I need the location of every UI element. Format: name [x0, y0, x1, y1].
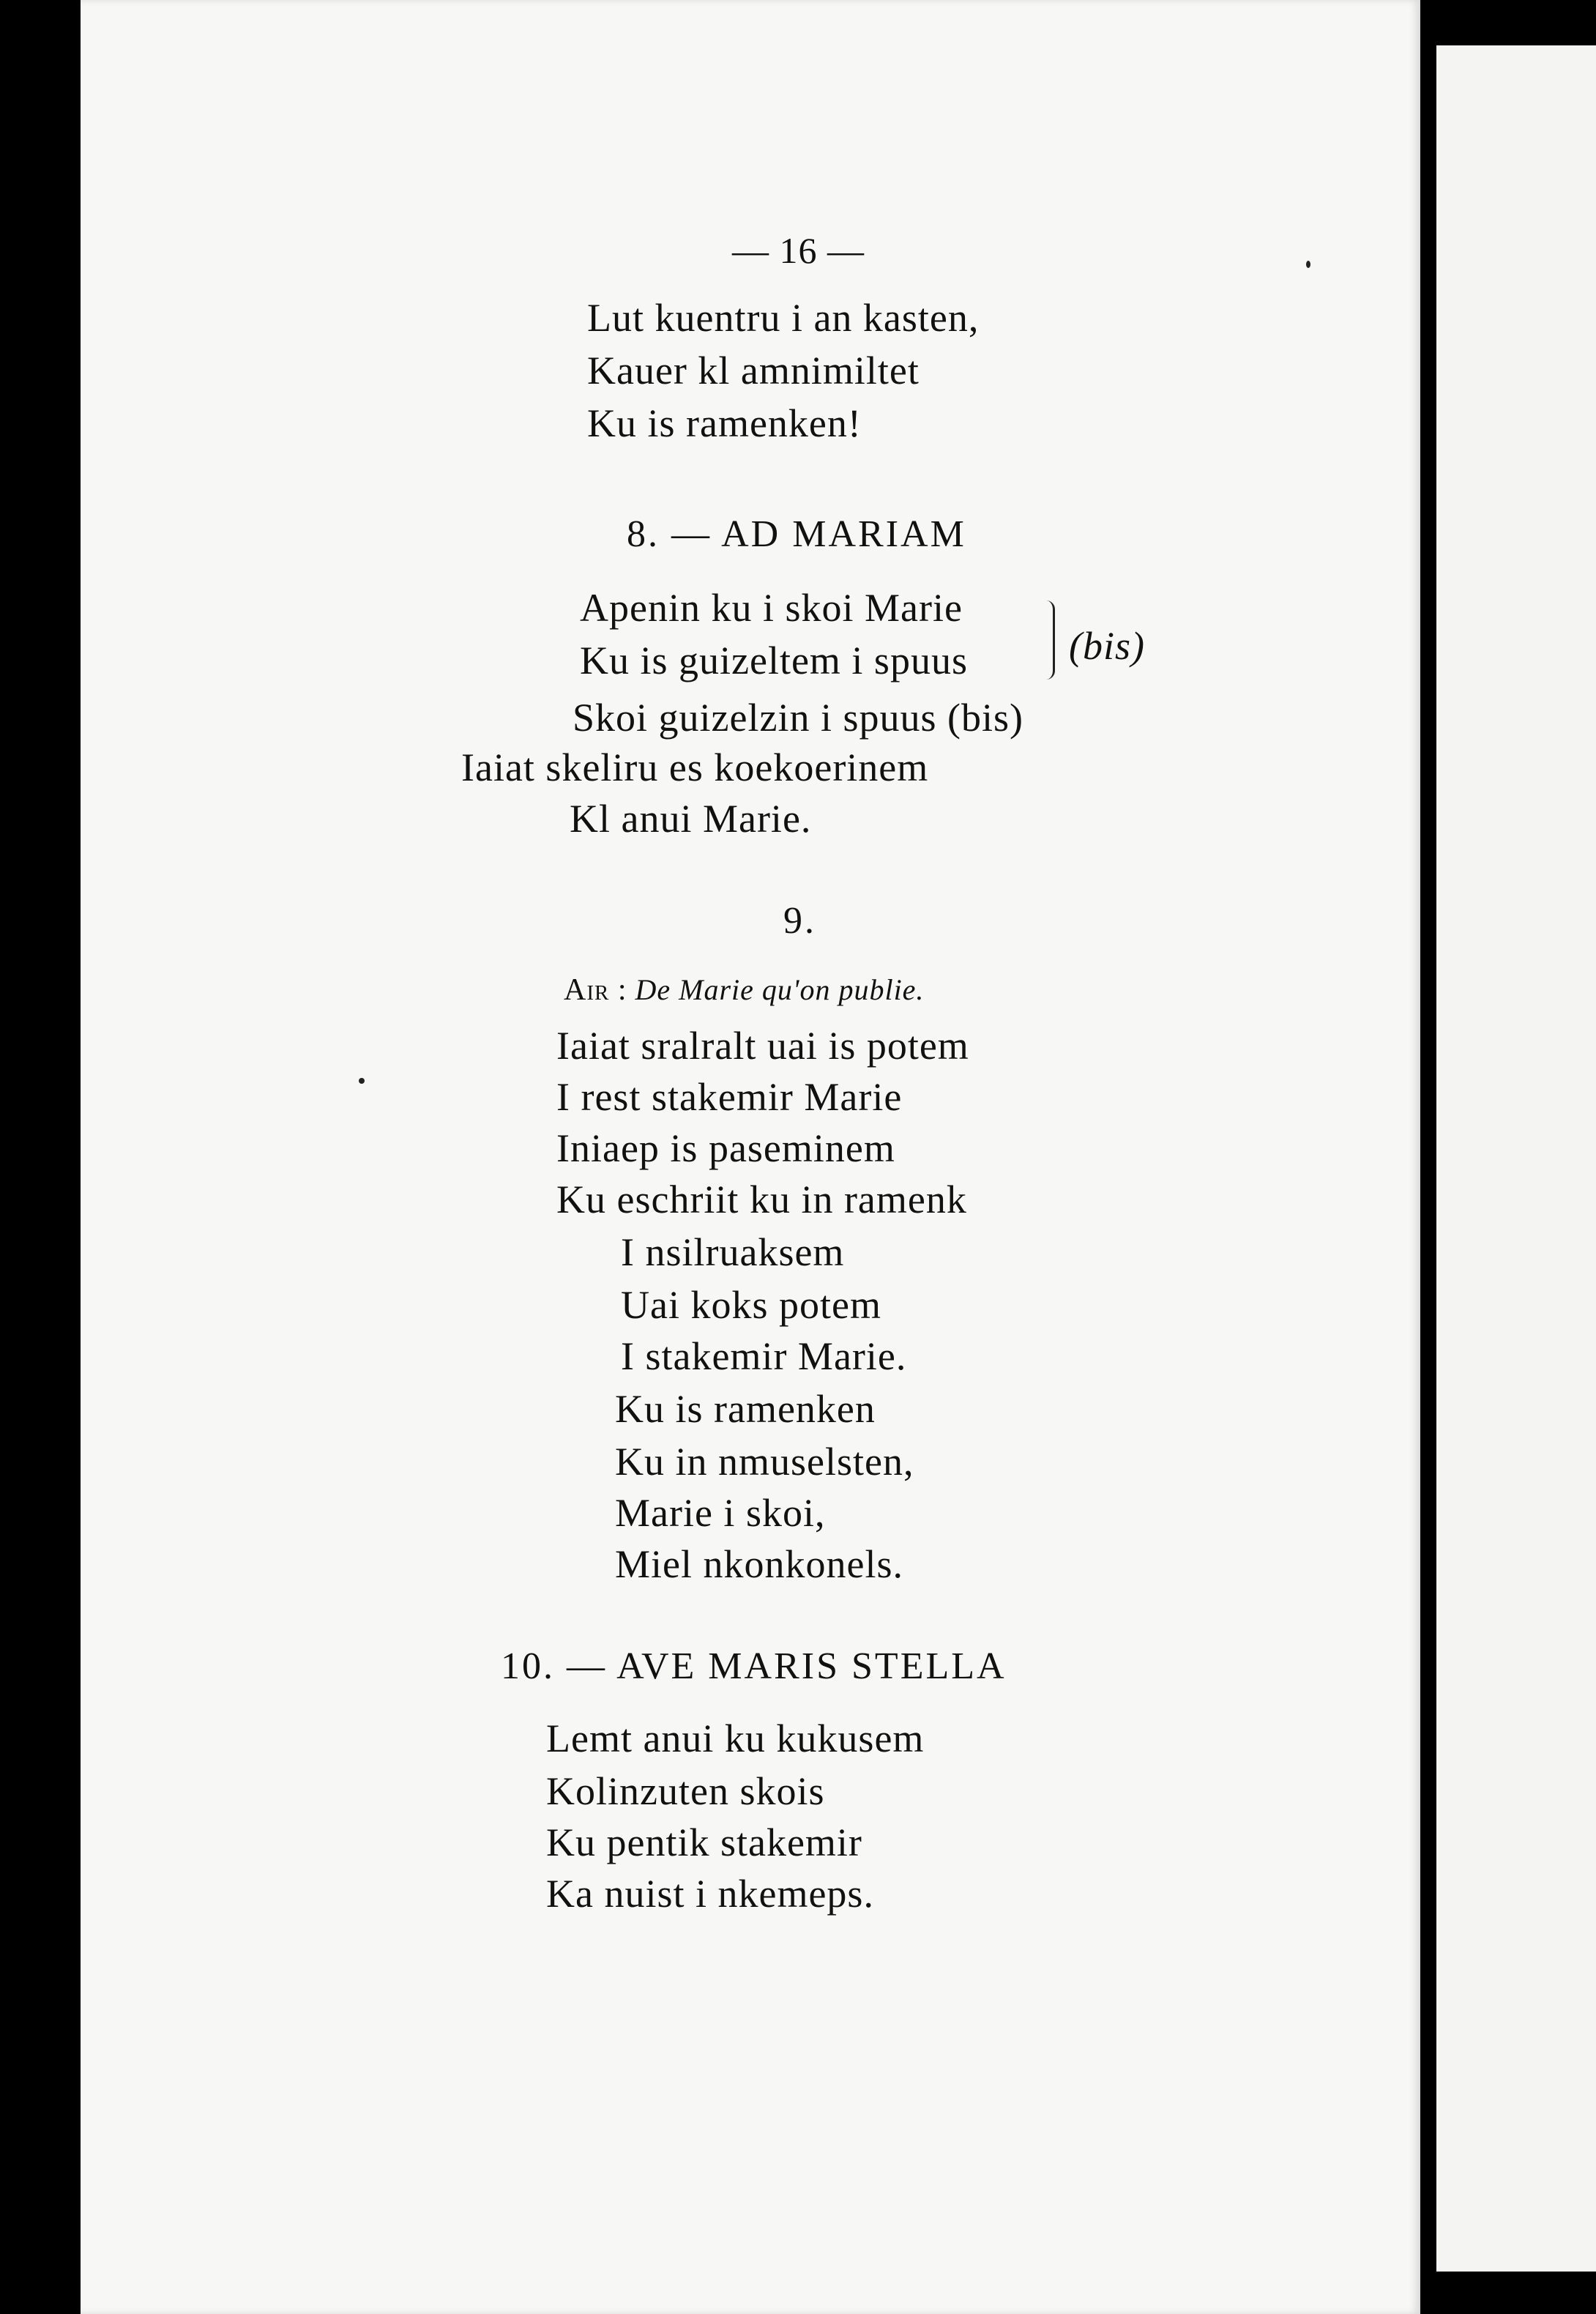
hymn-heading: 9.	[783, 900, 816, 942]
facing-page-edge	[1436, 45, 1596, 2272]
verse-line: Ku is ramenken	[615, 1387, 876, 1431]
verse-line: Lut kuentru i an kasten,	[587, 296, 980, 340]
verse-line: Kolinzuten skois	[546, 1769, 825, 1813]
verse-line: Apenin ku i skoi Marie	[580, 586, 963, 630]
verse-line: Uai koks potem	[621, 1283, 881, 1327]
ink-speck	[359, 1078, 365, 1084]
repeat-note: (bis)	[1069, 624, 1145, 668]
verse-line: Iaiat sralralt uai is potem	[556, 1024, 969, 1068]
hymn-heading: 10. — AVE MARIS STELLA	[501, 1645, 1007, 1687]
verse-line: Ku in nmuselsten,	[615, 1440, 914, 1484]
page-gutter	[1420, 0, 1436, 2314]
verse-line: Ka nuist i nkemeps.	[546, 1872, 874, 1916]
page-number: — 16 —	[732, 230, 865, 271]
verse-line: Kl anui Marie.	[570, 797, 812, 841]
verse-line: I stakemir Marie.	[621, 1334, 907, 1378]
verse-line: I rest stakemir Marie	[556, 1075, 903, 1119]
verse-line: Lemt anui ku kukusem	[546, 1716, 925, 1760]
air-title: De Marie qu'on publie.	[635, 973, 925, 1006]
verse-line: Ku eschriit ku in ramenk	[556, 1178, 967, 1221]
verse-line: Skoi guizelzin i spuus (bis)	[573, 696, 1023, 740]
air-label: Air :	[564, 973, 627, 1007]
verse-line: Ku is guizeltem i spuus	[580, 639, 968, 682]
hymn-heading: 8. — AD MARIAM	[627, 513, 966, 555]
verse-line: Iniaep is paseminem	[556, 1126, 895, 1170]
verse-line: Kauer kl amnimiltet	[587, 349, 920, 393]
ink-speck	[1306, 261, 1310, 268]
bracket	[1045, 600, 1055, 680]
air-line	[564, 964, 924, 1016]
verse-line: Miel nkonkonels.	[615, 1542, 903, 1586]
verse-line: Ku pentik stakemir	[546, 1820, 862, 1864]
verse-line: Iaiat skeliru es koekoerinem	[461, 745, 929, 789]
verse-line: Marie i skoi,	[615, 1491, 826, 1535]
verse-line: Ku is ramenken!	[587, 401, 862, 445]
verse-line: I nsilruaksem	[621, 1230, 845, 1274]
